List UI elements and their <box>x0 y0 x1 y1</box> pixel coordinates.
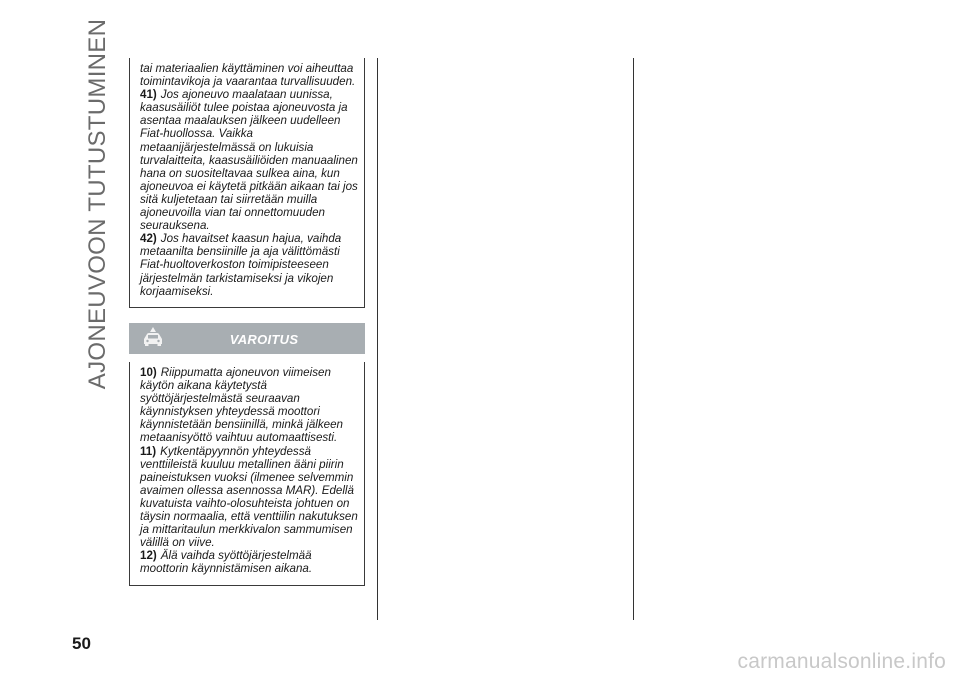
warning-text: Älä vaihda syöttöjärjestelmää moottorin käynnistämisen aikana. <box>140 549 313 576</box>
warning-box <box>129 362 365 586</box>
note-text: Jos havaitset kaasun hajua, vaihda metaanilta bensiinille ja aja välittömästi Fiat-huoltoverkoston toimipisteeseen järjestelmän tarkistamiseksi ja vikojen korjaamiseksi. <box>140 232 342 298</box>
note-item-41 <box>140 88 358 232</box>
note-item-42 <box>140 232 358 297</box>
column-divider-1 <box>377 58 378 620</box>
footer-watermark[interactable]: carmanualsonline.info <box>737 650 946 673</box>
chapter-title <box>80 18 116 390</box>
warning-text: Kytkentäpyynnön yhteydessä venttiileistä kuuluu metallinen ääni piirin paineistuksen vuoksi (ilmenee selvemmin avaimen ollessa asennossa MAR). Edellä kuvatuista vaihto-olosuhteista johtuen on täysin normaalia, että venttiilin nakutuksen ja mittaritaulun merkkivalon sammumisen välillä on viive. <box>140 444 358 550</box>
note-number: 42) <box>140 232 157 246</box>
warning-header <box>129 323 365 354</box>
warning-label: VAROITUS <box>229 332 299 347</box>
warning-number: 11) <box>140 444 157 458</box>
note-intro: tai materiaalien käyttäminen voi aiheuttaa toimintavikoja ja vaarantaa turvallisuuden. <box>140 62 356 89</box>
warning-item-12 <box>140 549 358 575</box>
warning-item-10 <box>140 366 358 445</box>
page-number: 50 <box>72 634 91 653</box>
column-divider-2 <box>633 58 634 620</box>
warning-text: Riippumatta ajoneuvon viimeisen käytön aikana käytetystä syöttöjärjestelmästä seuraavan käynnistyksen yhteydessä moottori käynnistetään bensiinillä, minkä jälkeen metaanisyöttö vaihtuu automaattisesti. <box>140 366 344 445</box>
note-text: Jos ajoneuvo maalataan uunissa, kaasusäiliöt tulee poistaa ajoneuvosta ja asentaa maalauksen jälkeen uudelleen Fiat-huollossa. Vaikka metaanijärjestelmässä on lukuisia turvalaitteita, kaasusäiliöiden manuaalinen hana on suositeltavaa sulkea aina, kun ajoneuvoa ei käytetä pitkään aikaan tai jos sitä kuljetetaan tai siirretään muilla ajoneuvoilla vian tai onnettomuuden seurauksena. <box>140 88 358 233</box>
warning-item-11 <box>140 445 358 550</box>
chapter-title-text: AJONEUVOON TUTUSTUMINEN <box>84 18 111 390</box>
note-box-1 <box>129 58 365 308</box>
note-number: 41) <box>140 88 157 102</box>
warning-number: 10) <box>140 366 157 379</box>
warning-number: 12) <box>140 549 157 563</box>
